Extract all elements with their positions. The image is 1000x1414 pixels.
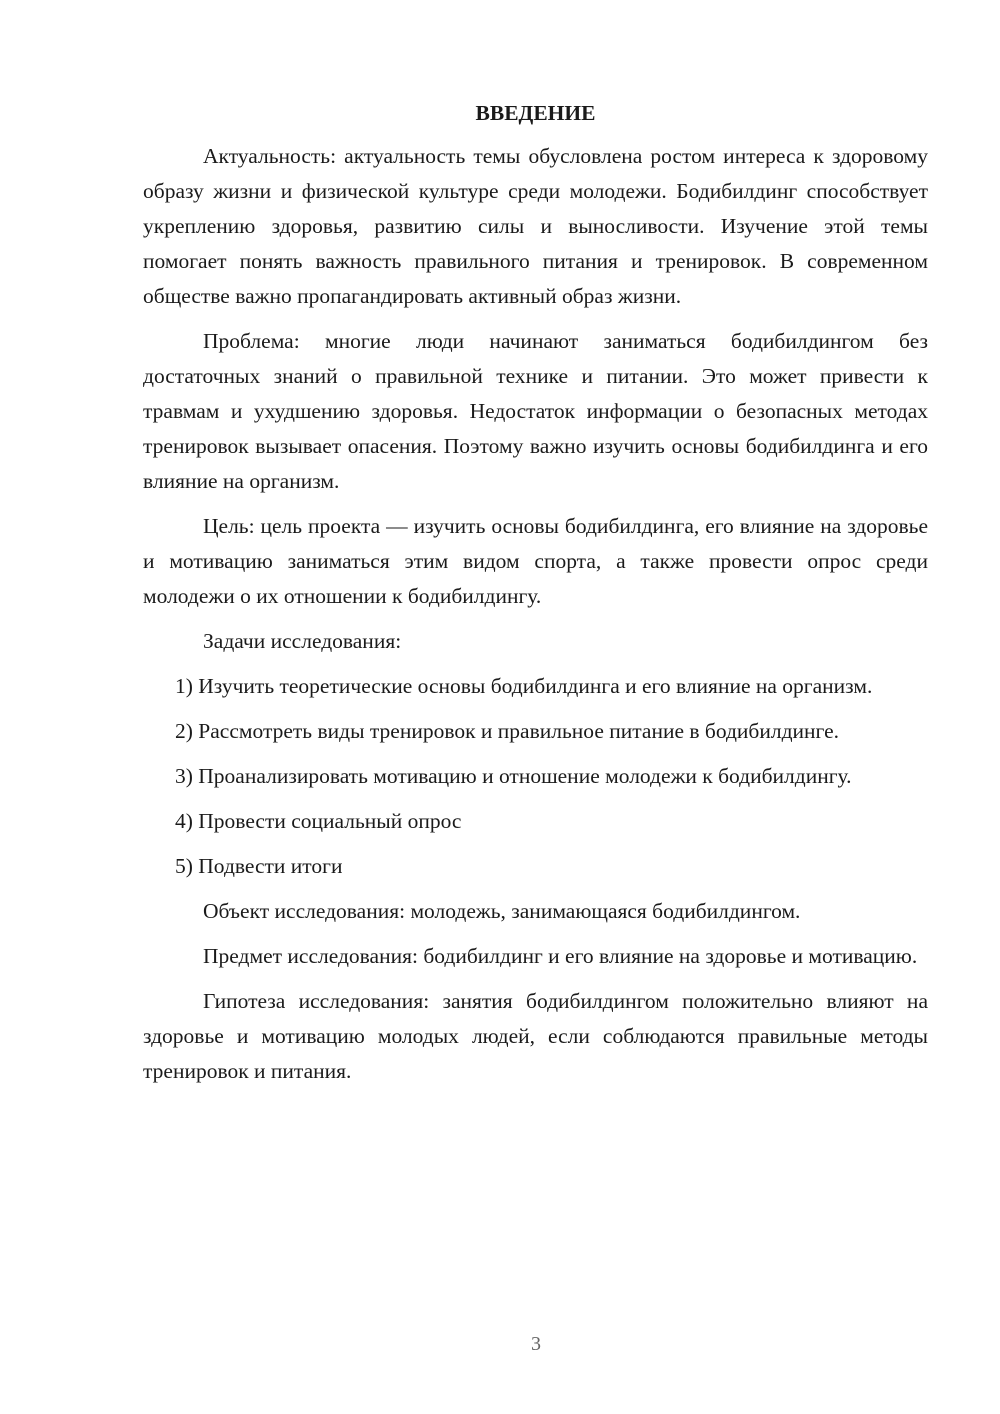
page-number: 3: [531, 1333, 541, 1355]
page-content: [143, 96, 928, 1089]
task-item-3: 3) Проанализировать мотивацию и отношение молодежи к бодибилдингу.: [175, 764, 852, 788]
problem-paragraph: Проблема: многие люди начинают заниматься бодибилдингом без достаточных знаний о правильной технике и питании. Это может привести к травмам и ухудшению здоровья. Недостаток информации о безопасных методах тренировок вызывает опасения. Поэтому важно изучить основы бодибилдинга и его влияние на организм.: [143, 329, 928, 493]
goal-paragraph: Цель: цель проекта — изучить основы бодибилдинга, его влияние на здоровье и мотивацию заниматься этим видом спорта, а также провести опрос среди молодежи о их отношении к бодибилдингу.: [143, 514, 928, 608]
tasks-heading: Задачи исследования:: [203, 629, 402, 653]
relevance-paragraph: Актуальность: актуальность темы обусловлена ростом интереса к здоровому образу жизни и физической культуре среди молодежи. Бодибилдинг способствует укреплению здоровья, развитию силы и выносливости. Изучение этой темы помогает понять важность правильного питания и тренировок. В современном обществе важно пропагандировать активный образ жизни.: [143, 144, 928, 308]
section-title: ВВЕДЕНИЕ: [475, 101, 596, 125]
task-item-5: 5) Подвести итоги: [175, 854, 343, 878]
object-paragraph: Объект исследования: молодежь, занимающаяся бодибилдингом.: [203, 899, 801, 923]
subject-paragraph: Предмет исследования: бодибилдинг и его влияние на здоровье и мотивацию.: [203, 944, 918, 968]
task-item-2: 2) Рассмотреть виды тренировок и правильное питание в бодибилдинге.: [175, 719, 839, 743]
hypothesis-paragraph: Гипотеза исследования: занятия бодибилдингом положительно влияют на здоровье и мотивацию молодых людей, если соблюдаются правильные методы тренировок и питания.: [143, 989, 928, 1083]
task-item-1: 1) Изучить теоретические основы бодибилдинга и его влияние на организм.: [175, 674, 873, 698]
task-item-4: 4) Провести социальный опрос: [175, 809, 462, 833]
